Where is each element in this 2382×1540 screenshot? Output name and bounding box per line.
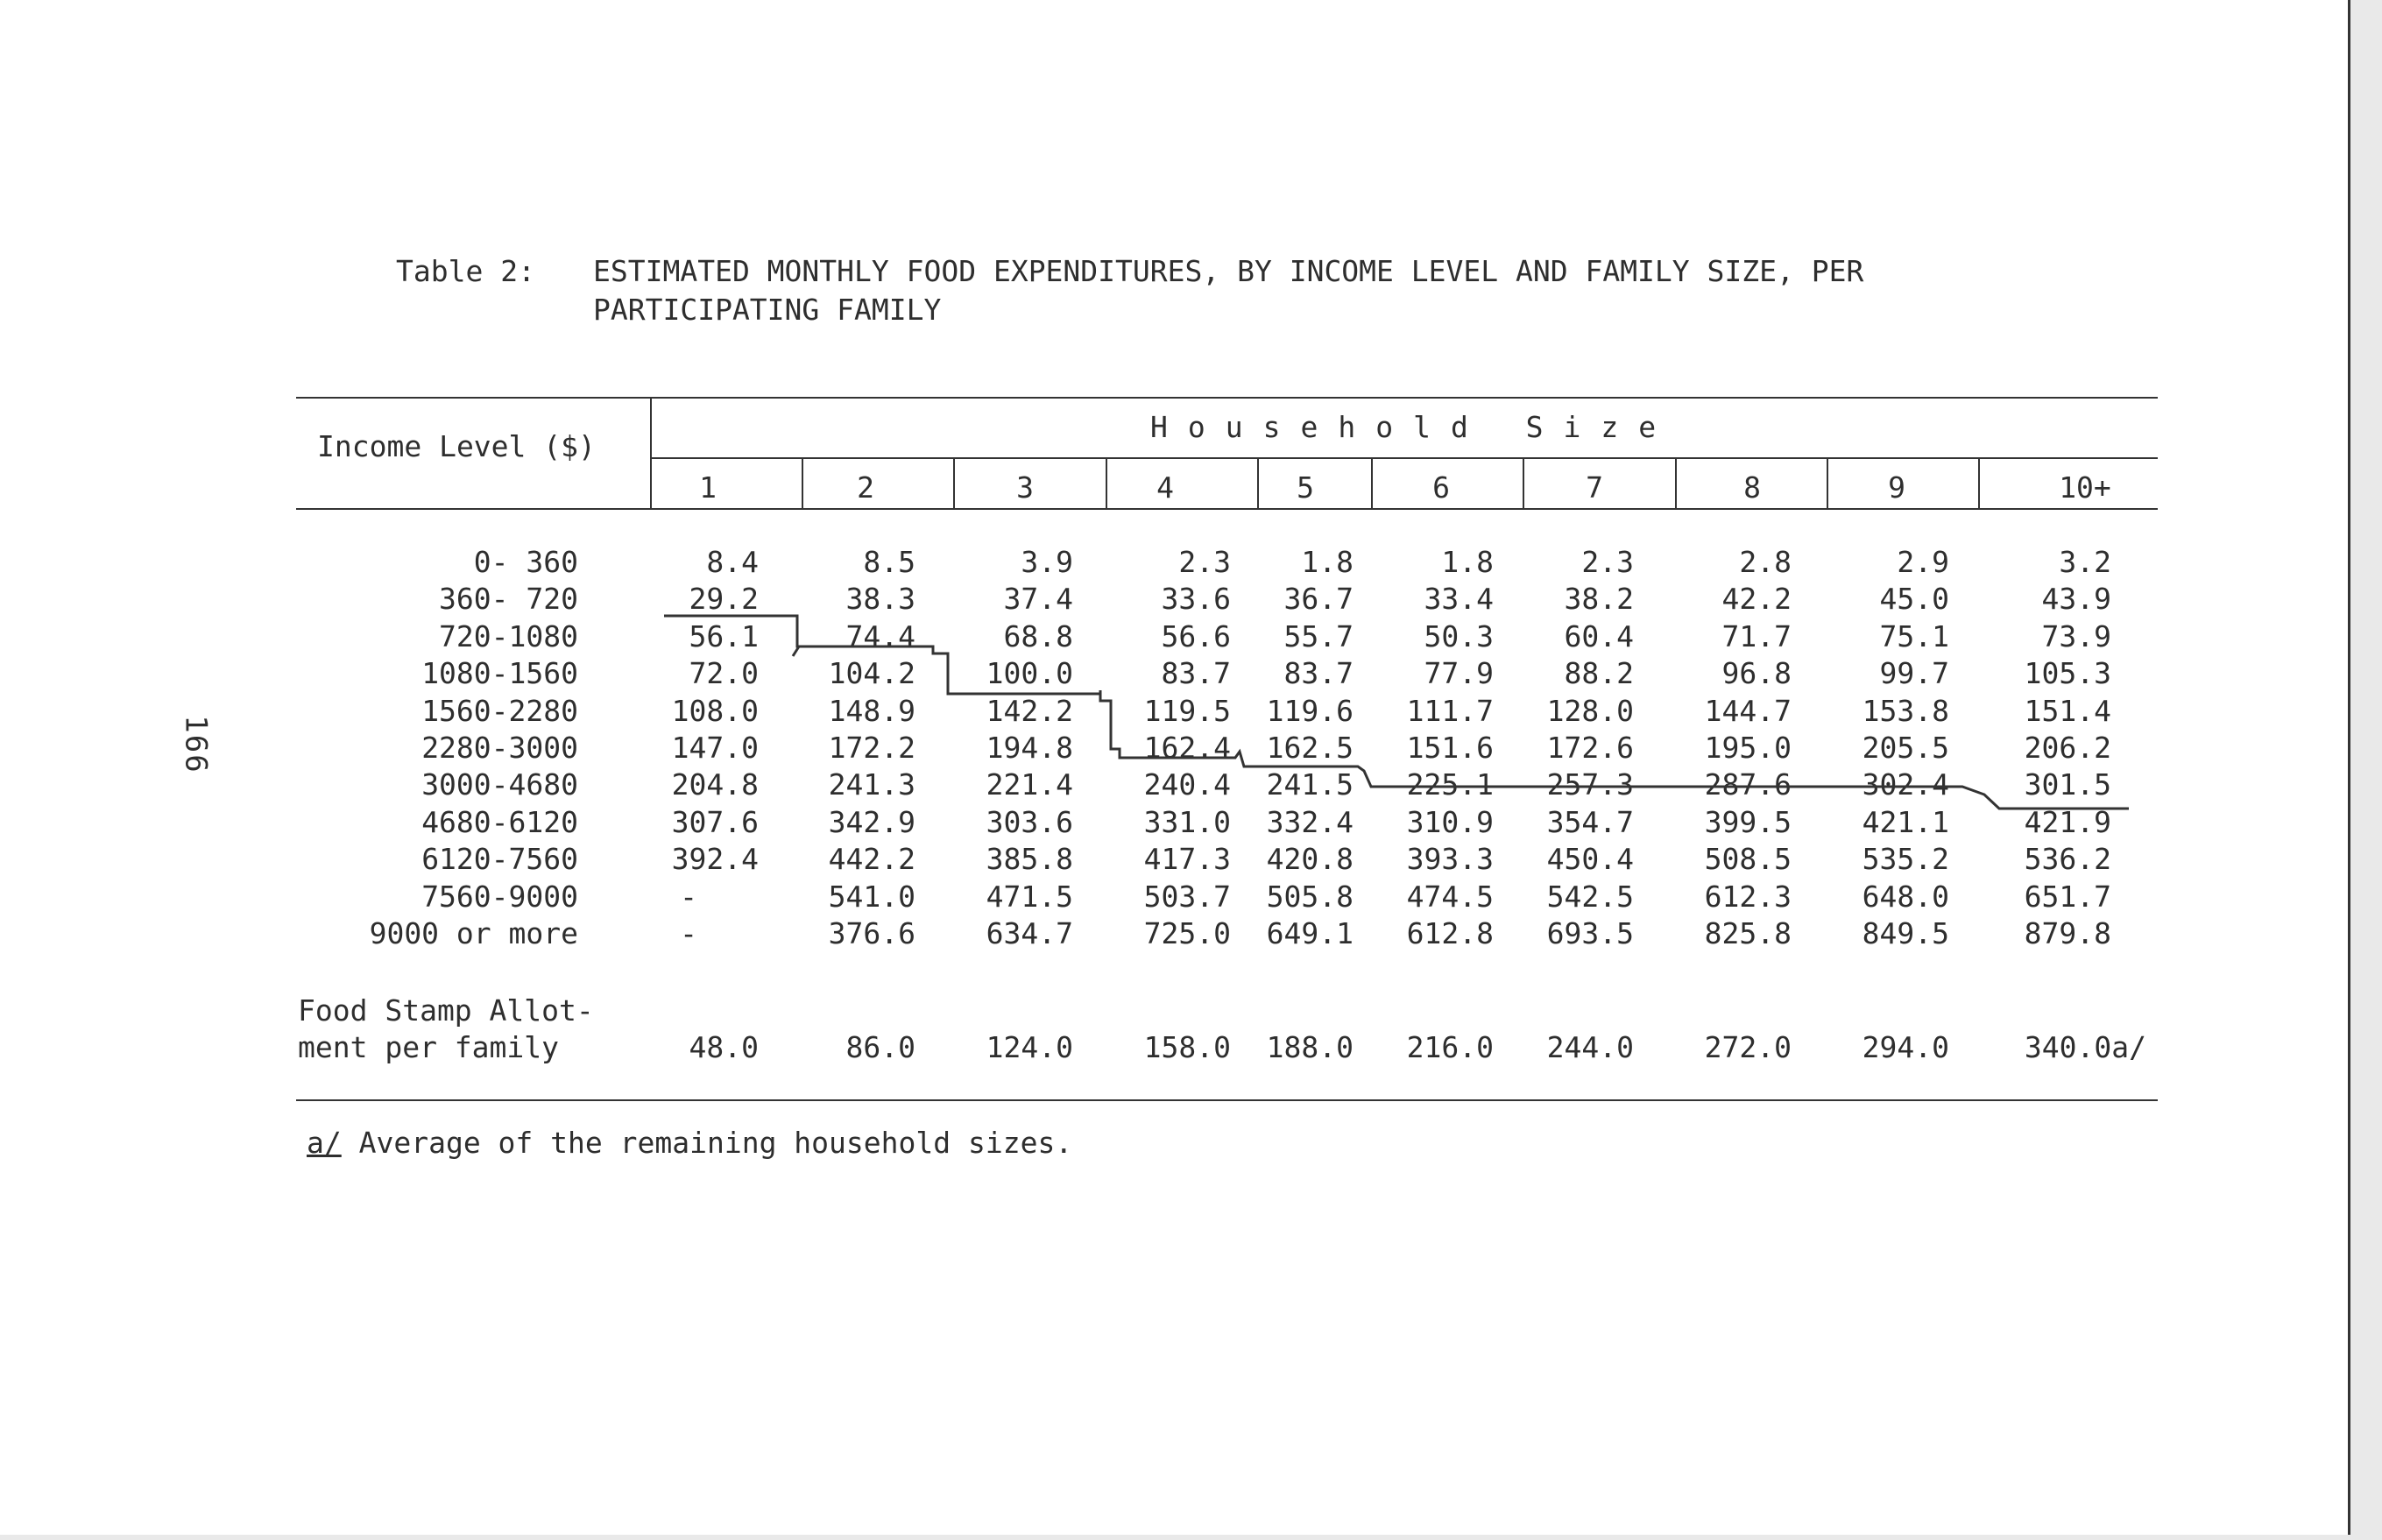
- table-cell: -: [680, 879, 697, 914]
- allotment-value: 340.0a/: [2024, 1030, 2146, 1064]
- table-cell: 148.9: [828, 693, 915, 728]
- table-cell: 60.4: [1564, 618, 1634, 653]
- table-cell: 29.2: [689, 582, 759, 617]
- table-cell: 725.0: [1143, 916, 1231, 950]
- table-cell: 648.0: [1862, 879, 1949, 914]
- table-cell: 505.8: [1266, 879, 1354, 914]
- table-cell: 649.1: [1266, 916, 1354, 950]
- table-cell: 241.3: [828, 767, 915, 802]
- table-cell: 376.6: [828, 916, 915, 950]
- table-cell: 879.8: [2024, 916, 2111, 950]
- caption-title-line-2: PARTICIPATING FAMILY: [593, 293, 942, 327]
- income-level-label: 4680-6120: [421, 804, 578, 839]
- allotment-value: 244.0: [1546, 1030, 1634, 1064]
- table-cell: 55.7: [1283, 618, 1354, 653]
- table-cell: 421.1: [1862, 804, 1949, 839]
- table-cell: 42.2: [1721, 582, 1792, 617]
- column-header: 1: [699, 470, 717, 505]
- table-cell: 8.4: [706, 545, 759, 579]
- table-cell: 195.0: [1704, 731, 1792, 765]
- table-cell: 342.9: [828, 804, 915, 839]
- table-cell: 503.7: [1143, 879, 1231, 914]
- income-level-label: 0- 360: [473, 545, 578, 579]
- table-cell: 542.5: [1546, 879, 1634, 914]
- table-cell: 307.6: [671, 804, 759, 839]
- column-header: 2: [857, 470, 874, 505]
- table-cell: 153.8: [1862, 693, 1949, 728]
- column-header: 6: [1432, 470, 1450, 505]
- column-header: 4: [1156, 470, 1174, 505]
- table-cell: 2.3: [1581, 545, 1634, 579]
- table-cell: 50.3: [1424, 618, 1494, 653]
- table-cell: 33.4: [1424, 582, 1494, 617]
- income-level-label: 360- 720: [439, 582, 578, 617]
- income-level-label: 1560-2280: [421, 693, 578, 728]
- allotment-label-line-1: Food Stamp Allot-: [298, 993, 594, 1028]
- table-cell: 301.5: [2024, 767, 2111, 802]
- column-header: 10+: [2059, 470, 2111, 505]
- footnote: [307, 1126, 1072, 1160]
- table-cell: 257.3: [1546, 767, 1634, 802]
- table-cell: 204.8: [671, 767, 759, 802]
- household-size-header: Household Size: [1150, 410, 1677, 444]
- table-cell: 33.6: [1161, 582, 1231, 617]
- table-cell: 612.3: [1704, 879, 1792, 914]
- table-cell: 144.7: [1704, 693, 1792, 728]
- table-cell: 8.5: [863, 545, 915, 579]
- allotment-value: 216.0: [1406, 1030, 1494, 1064]
- table-cell: 535.2: [1862, 842, 1949, 877]
- table-cell: 194.8: [986, 731, 1073, 765]
- table-cell: 38.2: [1564, 582, 1634, 617]
- table-cell: 162.5: [1266, 731, 1354, 765]
- table-cell: 172.2: [828, 731, 915, 765]
- table-cell: 3.9: [1021, 545, 1073, 579]
- table-cell: 508.5: [1704, 842, 1792, 877]
- table-cell: 56.1: [689, 618, 759, 653]
- table-cell: 1.8: [1441, 545, 1494, 579]
- table-cell: 36.7: [1283, 582, 1354, 617]
- table-cell: 331.0: [1143, 804, 1231, 839]
- table-cell: 74.4: [845, 618, 915, 653]
- table-cell: 536.2: [2024, 842, 2111, 877]
- page-number: 166: [178, 715, 214, 774]
- table-cell: 849.5: [1862, 916, 1949, 950]
- table-cell: 693.5: [1546, 916, 1634, 950]
- table-cell: 83.7: [1161, 656, 1231, 691]
- income-level-label: 6120-7560: [421, 842, 578, 877]
- column-header: 8: [1743, 470, 1761, 505]
- table-cell: 420.8: [1266, 842, 1354, 877]
- table-cell: 77.9: [1424, 656, 1494, 691]
- table-cell: 75.1: [1879, 618, 1949, 653]
- table-cell: 651.7: [2024, 879, 2111, 914]
- allotment-value: 86.0: [845, 1030, 915, 1064]
- table-cell: 172.6: [1546, 731, 1634, 765]
- table-cell: 221.4: [986, 767, 1073, 802]
- table-cell: 83.7: [1283, 656, 1354, 691]
- table-cell: 241.5: [1266, 767, 1354, 802]
- column-header: 7: [1586, 470, 1603, 505]
- table-cell: 68.8: [1003, 618, 1073, 653]
- table-cell: 541.0: [828, 879, 915, 914]
- table-cell: 96.8: [1721, 656, 1792, 691]
- column-header: 9: [1888, 470, 1905, 505]
- table-cell: 385.8: [986, 842, 1073, 877]
- table-cell: 302.4: [1862, 767, 1949, 802]
- table-cell: 225.1: [1406, 767, 1494, 802]
- table-cell: 105.3: [2024, 656, 2111, 691]
- income-level-label: 1080-1560: [421, 656, 578, 691]
- table-cell: 56.6: [1161, 618, 1231, 653]
- table-cell: 399.5: [1704, 804, 1792, 839]
- table-cell: 392.4: [671, 842, 759, 877]
- table-cell: 2.9: [1897, 545, 1949, 579]
- table-cell: 2.8: [1739, 545, 1792, 579]
- table-cell: 37.4: [1003, 582, 1073, 617]
- table-cell: 442.2: [828, 842, 915, 877]
- table-cell: 151.4: [2024, 693, 2111, 728]
- table-cell: 450.4: [1546, 842, 1634, 877]
- table-cell: 108.0: [671, 693, 759, 728]
- table-cell: 72.0: [689, 656, 759, 691]
- footnote-marker: a/: [307, 1126, 342, 1160]
- caption-title-line-1: ESTIMATED MONTHLY FOOD EXPENDITURES, BY INCOME LEVEL AND FAMILY SIZE, PER: [593, 254, 1864, 288]
- income-level-label: 720-1080: [439, 618, 578, 653]
- table-cell: 206.2: [2024, 731, 2111, 765]
- income-level-label: 9000 or more: [369, 916, 578, 950]
- table-cell: 43.9: [2041, 582, 2111, 617]
- table-cell: 151.6: [1406, 731, 1494, 765]
- income-level-label: 3000-4680: [421, 767, 578, 802]
- table-cell: 142.2: [986, 693, 1073, 728]
- table-cell: 88.2: [1564, 656, 1634, 691]
- column-header: 5: [1297, 470, 1314, 505]
- table-cell: 71.7: [1721, 618, 1792, 653]
- income-level-label: 2280-3000: [421, 731, 578, 765]
- table-cell: -: [680, 916, 697, 950]
- table-cell: 1.8: [1301, 545, 1354, 579]
- table-cell: 162.4: [1143, 731, 1231, 765]
- table-cell: 612.8: [1406, 916, 1494, 950]
- allotment-value: 294.0: [1862, 1030, 1949, 1064]
- table-cell: 310.9: [1406, 804, 1494, 839]
- table-cell: 474.5: [1406, 879, 1494, 914]
- table-cell: 354.7: [1546, 804, 1634, 839]
- table-cell: 119.5: [1143, 693, 1231, 728]
- table-cell: 205.5: [1862, 731, 1949, 765]
- allotment-label-line-2: ment per family: [298, 1030, 560, 1064]
- table-cell: 471.5: [986, 879, 1073, 914]
- table-cell: 393.3: [1406, 842, 1494, 877]
- table-cell: 287.6: [1704, 767, 1792, 802]
- table-cell: 825.8: [1704, 916, 1792, 950]
- allotment-value: 188.0: [1266, 1030, 1354, 1064]
- table-cell: 104.2: [828, 656, 915, 691]
- income-level-label: 7560-9000: [421, 879, 578, 914]
- allotment-value: 124.0: [986, 1030, 1073, 1064]
- allotment-value: 272.0: [1704, 1030, 1792, 1064]
- table-cell: 38.3: [845, 582, 915, 617]
- table-cell: 634.7: [986, 916, 1073, 950]
- allotment-value: 158.0: [1143, 1030, 1231, 1064]
- table-cell: 147.0: [671, 731, 759, 765]
- table-cell: 111.7: [1406, 693, 1494, 728]
- allotment-value: 48.0: [689, 1030, 759, 1064]
- table-cell: 119.6: [1266, 693, 1354, 728]
- table-cell: 99.7: [1879, 656, 1949, 691]
- table-cell: 128.0: [1546, 693, 1634, 728]
- table-cell: 332.4: [1266, 804, 1354, 839]
- table-cell: 3.2: [2059, 545, 2111, 579]
- column-header: 3: [1016, 470, 1034, 505]
- table-cell: 421.9: [2024, 804, 2111, 839]
- table-cell: 100.0: [986, 656, 1073, 691]
- table-cell: 2.3: [1178, 545, 1231, 579]
- table-cell: 73.9: [2041, 618, 2111, 653]
- table-cell: 417.3: [1143, 842, 1231, 877]
- footnote-text: Average of the remaining household sizes.: [341, 1126, 1073, 1160]
- table-cell: 45.0: [1879, 582, 1949, 617]
- row-header: Income Level ($): [317, 429, 596, 463]
- table-cell: 303.6: [986, 804, 1073, 839]
- caption-label: Table 2:: [396, 254, 535, 288]
- table-cell: 240.4: [1143, 767, 1231, 802]
